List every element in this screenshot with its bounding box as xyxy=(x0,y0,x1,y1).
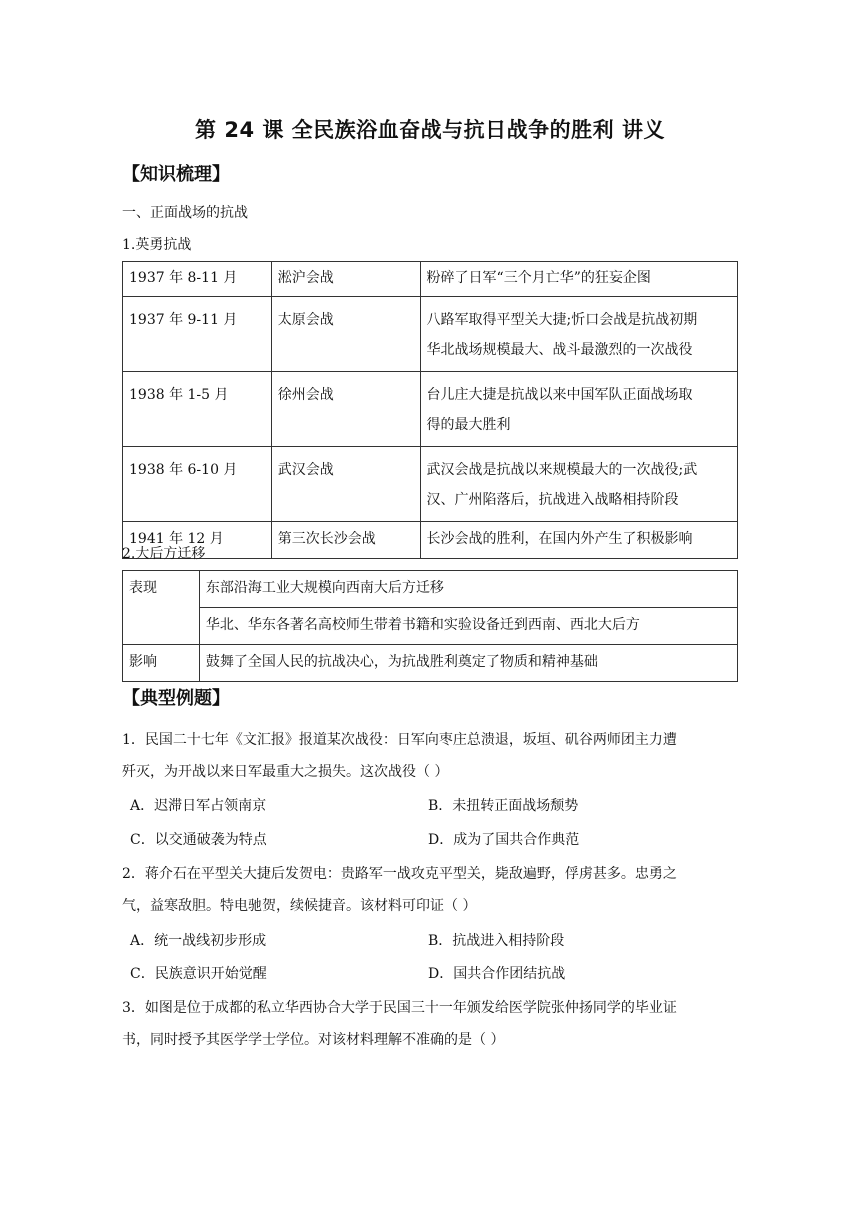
migration-table xyxy=(122,570,738,682)
battle-name: 第三次长沙会战 xyxy=(277,531,376,547)
table-row xyxy=(123,522,738,559)
battle-name: 武汉会战 xyxy=(277,462,334,478)
battle-time: 1937 年 9-11 月 xyxy=(129,312,238,328)
section-frontline-heading: 一、正面战场的抗战 xyxy=(122,205,248,221)
battle-note-line: 汉、广州陷落后，抗战进入战略相持阶段 xyxy=(426,492,679,508)
question-1-option-c: C．以交通破袭为特点 xyxy=(130,832,267,848)
migration-impact: 鼓舞了全国人民的抗战决心，为抗战胜利奠定了物质和精神基础 xyxy=(205,654,598,670)
migration-label-performance: 表现 xyxy=(129,580,157,596)
battle-note-line: 台儿庄大捷是抗战以来中国军队正面战场取 xyxy=(426,387,693,403)
battle-note-line: 华北战场规模最大、战斗最激烈的一次战役 xyxy=(426,342,693,358)
battle-note: 粉碎了日军“三个月亡华”的狂妄企图 xyxy=(426,270,651,286)
table-row xyxy=(123,297,738,372)
battle-note-line: 八路军取得平型关大捷;忻口会战是抗战初期 xyxy=(426,312,698,328)
battle-name: 太原会战 xyxy=(277,312,334,328)
question-1-option-a: A．迟滞日军占领南京 xyxy=(130,798,267,814)
table-row xyxy=(123,447,738,522)
subsection-heroic-resistance: 1.英勇抗战 xyxy=(122,237,192,253)
question-2-option-a: A．统一战线初步形成 xyxy=(130,933,267,949)
question-2-line-2: 气，益寒敌胆。特电驰贺，续候捷音。该材料可印证（ ） xyxy=(122,898,477,914)
battle-time: 1941 年 12 月 xyxy=(129,531,224,547)
table-row xyxy=(123,608,738,645)
knowledge-heading: 【知识梳理】 xyxy=(122,164,230,185)
battle-name: 淞沪会战 xyxy=(277,270,334,286)
battles-table xyxy=(122,261,738,559)
table-row xyxy=(123,372,738,447)
battle-time: 1938 年 6-10 月 xyxy=(129,462,238,478)
subsection-rear-migration: 2.大后方迁移 xyxy=(122,546,206,562)
table-row xyxy=(123,645,738,682)
battle-time: 1937 年 8-11 月 xyxy=(129,270,238,286)
question-1-line-2: 歼灭，为开战以来日军最重大之损失。这次战役（ ） xyxy=(122,764,449,780)
question-2-line-1: 2．蒋介石在平型关大捷后发贺电：贵路军一战攻克平型关，毙敌遍野，俘虏甚多。忠勇之 xyxy=(122,866,677,882)
battle-name: 徐州会战 xyxy=(277,387,334,403)
battle-note: 长沙会战的胜利，在国内外产生了积极影响 xyxy=(426,531,693,547)
table-row xyxy=(123,262,738,297)
question-2-option-b: B．抗战进入相持阶段 xyxy=(428,933,565,949)
migration-performance-2: 华北、华东各著名高校师生带着书籍和实验设备迁到西南、西北大后方 xyxy=(205,617,640,633)
question-2-option-d: D．国共合作团结抗战 xyxy=(428,966,566,982)
battle-note-line: 得的最大胜利 xyxy=(426,417,511,433)
question-1-line-1: 1．民国二十七年《文汇报》报道某次战役：日军向枣庄总溃退，坂垣、矶谷两师团主力遭 xyxy=(122,732,677,748)
battle-note-line: 武汉会战是抗战以来规模最大的一次战役;武 xyxy=(426,462,698,478)
battle-time: 1938 年 1-5 月 xyxy=(129,387,229,403)
page-title: 第 24 课 全民族浴血奋战与抗日战争的胜利 讲义 xyxy=(195,118,665,142)
migration-performance-1: 东部沿海工业大规模向西南大后方迁移 xyxy=(205,580,444,596)
question-3-line-1: 3．如图是位于成都的私立华西协合大学于民国三十一年颁发给医学院张仲扬同学的毕业证 xyxy=(122,1000,677,1016)
battle-note xyxy=(421,372,737,446)
question-3-line-2: 书，同时授予其医学学士学位。对该材料理解不准确的是（ ） xyxy=(122,1032,505,1048)
examples-heading: 【典型例题】 xyxy=(122,688,230,709)
question-2-option-c: C．民族意识开始觉醒 xyxy=(130,966,267,982)
table-row xyxy=(123,571,738,608)
battle-note xyxy=(421,297,737,371)
question-1-option-b: B．未扭转正面战场颓势 xyxy=(428,798,579,814)
question-1-option-d: D．成为了国共合作典范 xyxy=(428,832,580,848)
migration-label-impact: 影响 xyxy=(129,654,157,670)
battle-note xyxy=(421,447,737,521)
